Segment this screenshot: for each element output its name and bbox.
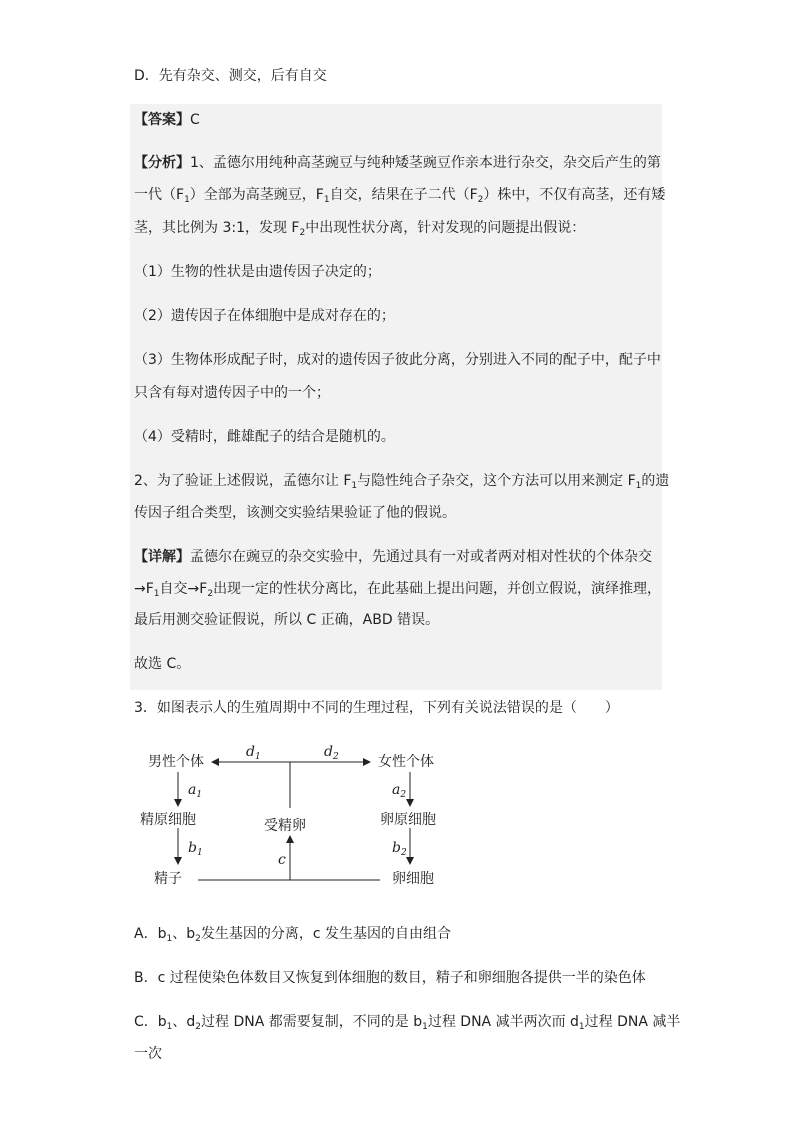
answer-line [134,110,200,130]
option-a: A．$b_1$、$b_2$发生基因的分离，c 发生基因的自由组合 [134,926,451,944]
oogonium: 卵原细胞 [380,812,436,828]
option-d: D．先有杂交、测交，后有自交 [134,68,327,84]
label-c: c [278,852,286,868]
detail-line-2: $\to F_1$自交$\to F_2$出现一定的性状分离比，在此基础上提出问题，并创立假说，演绎推理， [134,581,662,599]
analysis-line-2: 一代$(F_1)$全部为高茎豌豆，$F_1$自交，结果在子二代$(F_2)$株中，不仅有高茎，还有矮 [134,187,666,205]
hypothesis-2: （2）遗传因子在体细胞中是成对存在的； [134,308,395,324]
analysis-line-3: 茎，其比例为 3:1，发现 $F_2$中出现性状分离，针对发现的问题提出假说： [134,220,586,238]
analysis-part2-line-1: 2、为了验证上述假说，孟德尔让 $F_1$与隐性纯合子杂交，这个方法可以用来测定 $F_1$的遗 [134,473,670,491]
hypothesis-3-line-2: 只含有每对遗传因子中的一个； [134,385,330,401]
detail-tag: 【详解】 [134,549,190,565]
answer-value: C [190,112,200,128]
female-individual: 女性个体 [378,754,434,770]
label-d2: $d_2$ [324,744,339,762]
zygote: 受精卵 [264,818,306,834]
egg-cell: 卵细胞 [392,871,434,887]
label-d1: $d_1$ [246,744,261,762]
analysis-tag: 【分析】 [134,155,190,171]
male-individual: 男性个体 [148,754,204,770]
detail-line-1: 【详解】孟德尔在豌豆的杂交实验中，先通过具有一对或者两对相对性状的个体杂交 [134,549,652,565]
analysis-part2-line-2: 传因子组合类型，该测交实验结果验证了他的假说。 [134,505,456,521]
option-b: B．c 过程使染色体数目又恢复到体细胞的数目，精子和卵细胞各提供一半的染色体 [134,970,646,986]
detail-conclusion: 故选 C。 [134,656,191,672]
question-3: 3．如图表示人的生殖周期中不同的生理过程，下列有关说法错误的是（ ） [134,700,619,716]
option-c-line-1: C．$b_1$、$d_2$过程 DNA 都需要复制，不同的是 $b_1$过程 DNA 减半两次而 $d_1$过程 DNA 减半 [134,1014,681,1032]
label-a1: $a_1$ [188,782,203,800]
label-b1: $b_1$ [188,840,203,858]
option-c-line-2: 一次 [134,1046,162,1062]
reproduction-cycle-diagram [140,740,450,900]
hypothesis-1: （1）生物的性状是由遗传因子决定的； [134,264,381,280]
hypothesis-4: （4）受精时，雌雄配子的结合是随机的。 [134,429,395,445]
detail-line-3: 最后用测交验证假说，所以 C 正确，ABD 错误。 [134,612,440,628]
hypothesis-3-line-1: （3）生物体形成配子时，成对的遗传因子彼此分离，分别进入不同的配子中，配子中 [134,352,661,368]
label-b2: $b_2$ [392,840,407,858]
analysis-line-1: 【分析】1、孟德尔用纯种高茎豌豆与纯种矮茎豌豆作亲本进行杂交，杂交后产生的第 [134,155,661,171]
label-a2: $a_2$ [392,782,407,800]
sperm: 精子 [154,871,182,887]
spermatogonium: 精原细胞 [140,812,196,828]
answer-tag: 【答案】 [134,112,190,128]
